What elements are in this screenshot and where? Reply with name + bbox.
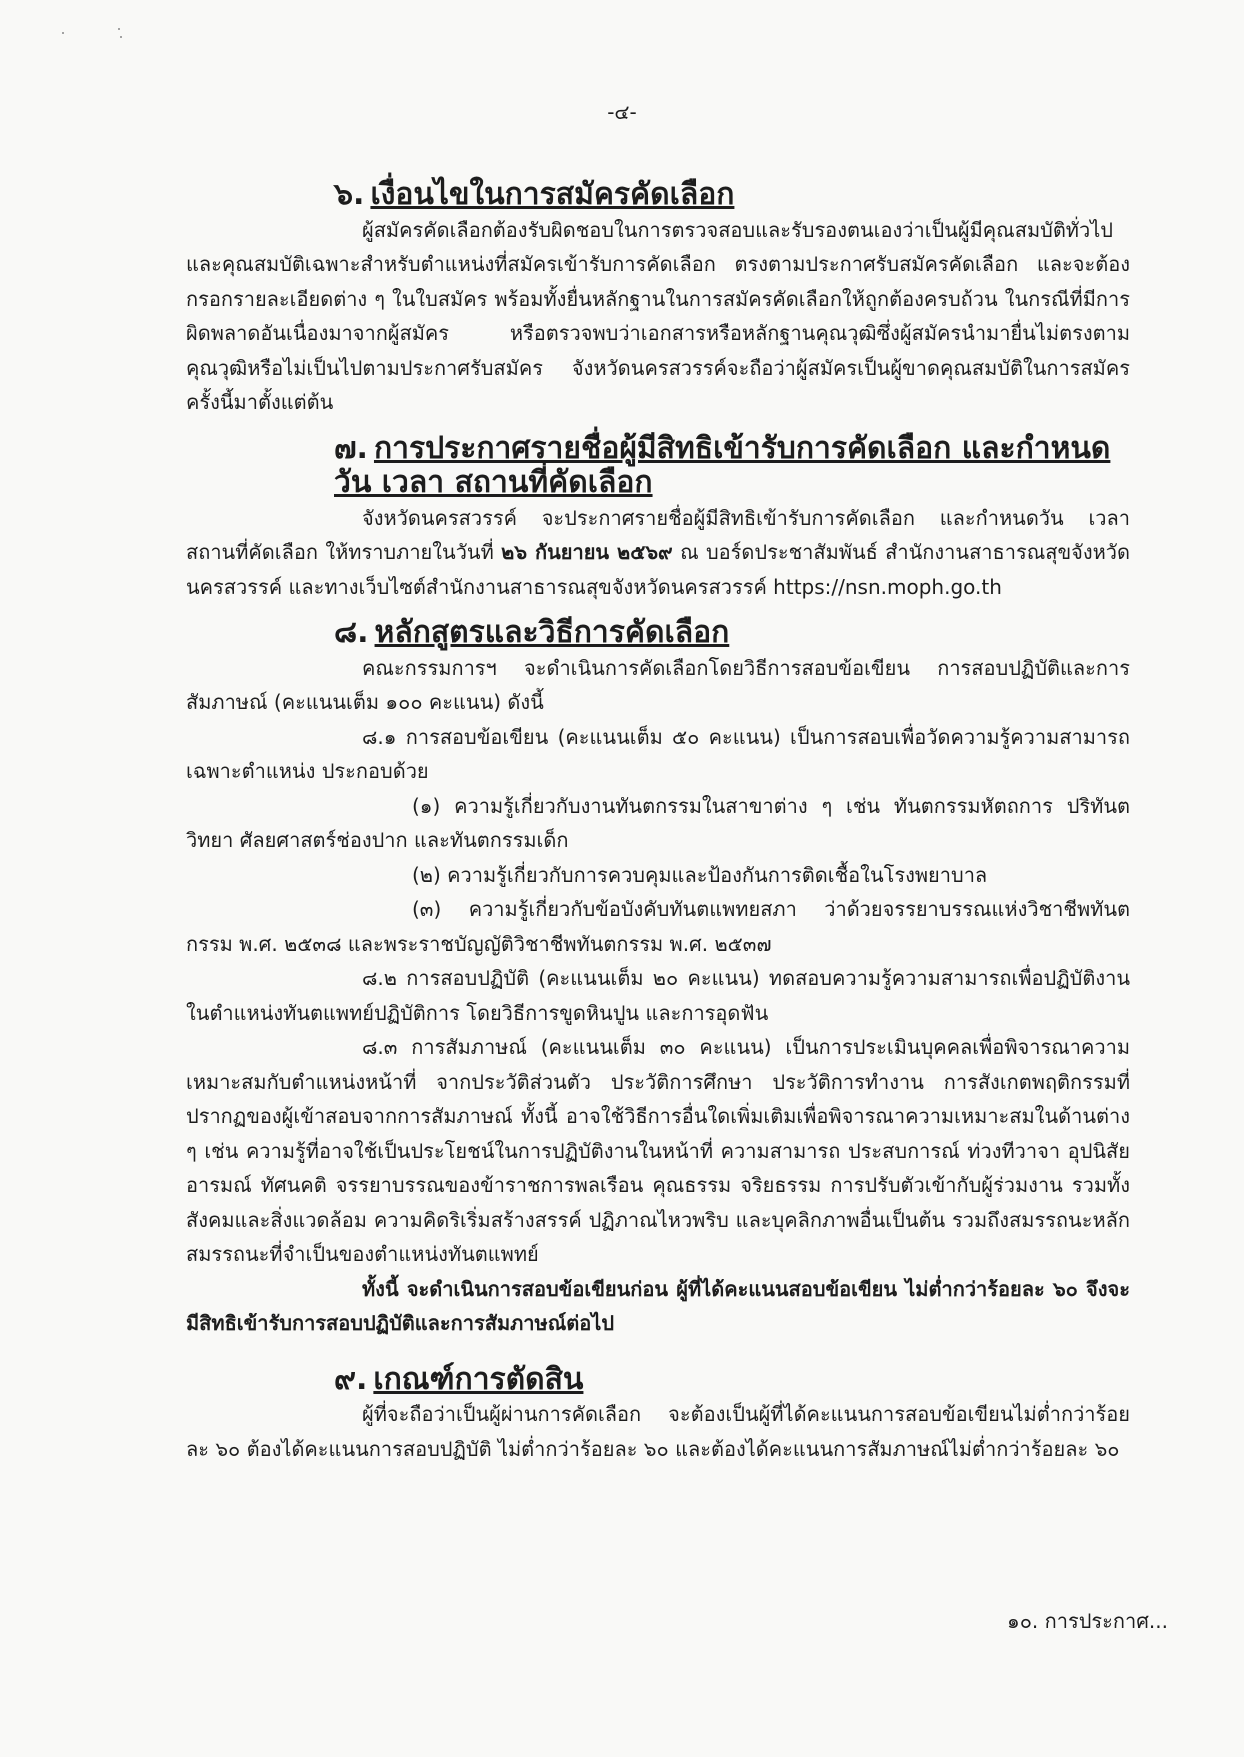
section-6-paragraph: ผู้สมัครคัดเลือกต้องรับผิดชอบในการตรวจสอบและรับรองตนเองว่าเป็นผู้มีคุณสมบัติทั่วไปและคุณสมบัติเฉพาะสำหรับตำแหน่งที่สมัครเข้ารับการคัดเลือก ตรงตามประกาศรับสมัครคัดเลือก และจะต้องกรอกรายละเอียดต่าง ๆ ในใบสมัคร พร้อมทั้งยื่นหลักฐานในการสมัครคัดเลือกให้ถูกต้องครบถ้วน ในกรณีที่มีการผิดพลาดอันเนื่องมาจากผู้สมัคร หรือตรวจพบว่าเอกสารหรือหลักฐานคุณวุฒิซึ่งผู้สมัครนำมายื่นไม่ตรงตามคุณวุฒิหรือไม่เป็นไปตามประกาศรับสมัคร จังหวัดนครสวรรค์จะถือว่าผู้สมัครเป็นผู้ขาดคุณสมบัติในการสมัครครั้งนี้มาตั้งแต่ต้น xyxy=(186,217,1130,414)
next-page-reference: ๑๐. การประกาศ... xyxy=(1007,1609,1168,1633)
section-8-note: ทั้งนี้ จะดำเนินการสอบข้อเขียนก่อน ผู้ที่ได้คะแนนสอบข้อเขียน ไม่ต่ำกว่าร้อยละ ๖๐ จึงจะมีสิทธิเข้ารับการสอบปฏิบัติและการสัมภาษณ์ต่อไป xyxy=(186,1276,1130,1335)
section-9-title: เกณฑ์การตัดสิน xyxy=(373,1361,584,1397)
section-7-title: การประกาศรายชื่อผู้มีสิทธิเข้ารับการคัดเลือก และกำหนดวัน เวลา สถานที่คัดเลือก xyxy=(334,430,1111,500)
section-9-number: ๙. xyxy=(334,1361,368,1397)
announcement-date: ๒๖ กันยายน ๒๕๖๙ xyxy=(501,540,673,564)
section-7-heading xyxy=(186,432,1130,501)
section-8-title: หลักสูตรและวิธีการคัดเลือก xyxy=(374,615,730,650)
section-9-heading xyxy=(186,1363,1130,1398)
section-8-number: ๘. xyxy=(334,615,369,650)
section-6-title: เงื่อนไขในการสมัครคัดเลือก xyxy=(370,177,735,212)
section-8-2-practical-exam: ๘.๒ การสอบปฏิบัติ (คะแนนเต็ม ๒๐ คะแนน) ทดสอบความรู้ความสามารถเพื่อปฏิบัติงานในตำแหน่งทันตแพทย์ปฏิบัติการ โดยวิธีการขูดหินปูน และการอุดฟัน xyxy=(186,966,1130,1025)
section-7-number: ๗. xyxy=(334,430,368,466)
section-8-1-item-1: (๑) ความรู้เกี่ยวกับงานทันตกรรมในสาขาต่าง ๆ เช่น ทันตกรรมหัตถการ ปริทันตวิทยา ศัลยศาสตร์ช่องปาก และทันตกรรมเด็ก xyxy=(186,793,1130,852)
section-9-paragraph: ผู้ที่จะถือว่าเป็นผู้ผ่านการคัดเลือก จะต้องเป็นผู้ที่ได้คะแนนการสอบข้อเขียนไม่ต่ำกว่าร้อยละ ๖๐ ต้องได้คะแนนการสอบปฏิบัติ ไม่ต่ำกว่าร้อยละ ๖๐ และต้องได้คะแนนการสัมภาษณ์ไม่ต่ำกว่าร้อยละ ๖๐ xyxy=(186,1402,1130,1461)
section-7-text-before: จังหวัดนครสวรรค์ จะประกาศรายชื่อผู้มีสิทธิเข้ารับการคัดเลือก และกำหนดวัน เวลา สถานที่คัดเลือก ให้ทราบภายในวันที่ xyxy=(186,505,1130,564)
section-7-text-after: ณ บอร์ดประชาสัมพันธ์ สำนักงานสาธารณสุขจังหวัดนครสวรรค์ และทางเว็บไซต์สำนักงานสาธารณสุขจังหวัดนครสวรรค์ https://nsn.moph.go.th xyxy=(186,540,1131,599)
section-8-1-item-3: (๓) ความรู้เกี่ยวกับข้อบังคับทันตแพทยสภา ว่าด้วยจรรยาบรรณแห่งวิชาชีพทันตกรรม พ.ศ. ๒๕๓๘ และพระราชบัญญัติวิชาชีพทันตกรรม พ.ศ. ๒๕๓๗ xyxy=(186,897,1130,956)
section-8-1-written-exam: ๘.๑ การสอบข้อเขียน (คะแนนเต็ม ๕๐ คะแนน) เป็นการสอบเพื่อวัดความรู้ความสามารถเฉพาะตำแหน่ง ประกอบด้วย xyxy=(186,724,1130,783)
section-8-1-item-2: (๒) ความรู้เกี่ยวกับการควบคุมและป้องกันการติดเชื้อในโรงพยาบาล xyxy=(412,862,988,887)
document-body xyxy=(186,178,1130,1466)
section-8-heading xyxy=(186,616,1130,651)
section-7-paragraph xyxy=(186,501,1130,605)
section-8-intro: คณะกรรมการฯ จะดำเนินการคัดเลือกโดยวิธีการสอบข้อเขียน การสอบปฏิบัติและการสัมภาษณ์ (คะแนนเต็ม ๑๐๐ คะแนน) ดังนี้ xyxy=(186,655,1130,714)
section-6-heading xyxy=(186,178,1130,213)
section-6-number: ๖. xyxy=(334,177,365,212)
section-8-3-interview: ๘.๓ การสัมภาษณ์ (คะแนนเต็ม ๓๐ คะแนน) เป็นการประเมินบุคคลเพื่อพิจารณาความเหมาะสมกับตำแหน่งหน้าที่ จากประวัติส่วนตัว ประวัติการศึกษา ประวัติการทำงาน การสังเกตพฤติกรรมที่ปรากฏของผู้เข้าสอบจากการสัมภาษณ์ ทั้งนี้ อาจใช้วิธีการอื่นใดเพิ่มเติมเพื่อพิจารณาความเหมาะสมในด้านต่าง ๆ เช่น ความรู้ที่อาจใช้เป็นประโยชน์ในการปฏิบัติงานในหน้าที่ ความสามารถ ประสบการณ์ ท่วงทีวาจา อุปนิสัย อารมณ์ ทัศนคติ จรรยาบรรณของข้าราชการพลเรือน คุณธรรม จริยธรรม การปรับตัวเข้ากับผู้ร่วมงาน รวมทั้งสังคมและสิ่งแวดล้อม ความคิดริเริ่มสร้างสรรค์ ปฏิภาณไหวพริบ และบุคลิกภาพอื่นเป็นต้น รวมถึงสมรรถนะหลัก สมรรถนะที่จำเป็นของตำแหน่งทันตแพทย์ xyxy=(186,1035,1130,1266)
page-number: -๔- xyxy=(607,100,637,124)
